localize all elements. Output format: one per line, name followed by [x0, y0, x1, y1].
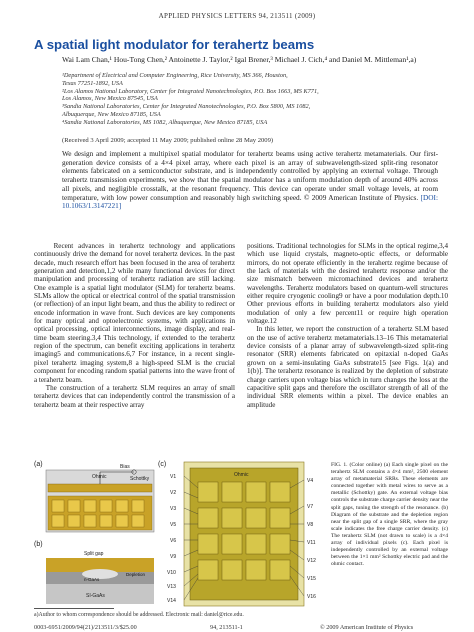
pad-label: V3 — [170, 506, 177, 512]
bias-label: Bias — [120, 464, 130, 470]
paragraph: Recent advances in terahertz technology and applications continuously drive the demand for novel terahertz devices. In the past decade, much research effort has been focused in the area of terahertz generation and detection,1,2 while many functional devices for direct manipulation and processing of terahertz radiation are still lacking. One example is a spatial light modulator (SLM) for terahertz beams. SLMs allow the optical or electrical control of the spatial transmission (or reflection) of an input light beam, and thus the ability to redirect or encode information in wave front. Such devices are key components for many optical and optoelectronic systems, with applications in optical processing, optical interconnections, image display, and real-time beam steering.3,4 This technology, if extended to the terahertz region of the spectrum, can benefit exciting applications in terahertz imaging5 and communications.6,7 For instance, in a recent single-pixel terahertz imaging system,8 a high-speed SLM is the crucial component for encoding random spatial patterns into the wave front of a terahertz beam. — [34, 242, 237, 384]
figure-1-graphic — [34, 458, 324, 608]
paragraph: The construction of a terahertz SLM requires an array of small terahertz devices that can independently control the transmission of a terahertz beam at their respective array — [34, 383, 237, 409]
paragraph: positions. Traditional technologies for SLMs in the optical regime,3,4 which use liquid crystals, magneto-optic effects, or deformable mirrors, do not operate efficiently in the terahertz regime because of the lack of materials with the desired terahertz response and/or the size mismatch between micromachined devices and terahertz wavelengths. Terahertz modulators based on quantum-well structures either require cryogenic cooling9 or have a poor modulation depth.10 Other previous efforts in building terahertz modulators also yield modulation of only a few percent11 or require high operation voltage.12 — [247, 242, 450, 326]
ohmic-label: Ohmic — [92, 474, 107, 480]
footnote-divider — [34, 608, 114, 609]
pad-label: V11 — [307, 540, 316, 546]
slm-chip-diagram — [184, 462, 304, 606]
abstract-text: We design and implement a multipixel spatial modulator for terahertz beams using active terahertz metamaterials. Our first-generation device consists of a 4×4 pixel array, where each pixel is an array of subwavelength-sized split-ring resonator elements fabricated on a semiconductor substrate, and is independently controlled by applying an external voltage. Through terahertz transmission experiments, we show that the spatial modulator has a uniform modulation depth of around 40% across all pixels, and negligible crosstalk, at the resonant frequency. This device can operate under small voltage levels, at room temperature, with low power consumption and reasonably high switching speed. © 2009 American Institute of Physics. — [62, 149, 438, 202]
affiliation-line: ¹Department of Electrical and Computer Engineering, Rice University, MS 366, Houston, — [62, 72, 288, 79]
panel-c-label: (c) — [158, 461, 167, 468]
footer-page: 94, 213511-1 — [210, 624, 243, 631]
pad-label: V13 — [167, 584, 176, 590]
pad-label: V12 — [307, 558, 316, 564]
affiliations — [62, 72, 438, 127]
affiliation-line: ²Los Alamos National Laboratory, Center for Integrated Nanotechnologies, P.O. Box 1663, MS K771, — [62, 87, 319, 95]
paragraph: In this letter, we report the construction of a terahertz SLM based on the use of active terahertz metamaterials.13–16 This metamaterial device consists of a planar array of subwavelength-sized split-ring resonator (SRR) elements fabricated on epitaxial n-doped GaAs grown on a semi-insulating GaAs substrate15 [see Figs. 1(a) and 1(b)]. The terahertz resonance is realized by the depletion of substrate charge carriers upon voltage bias which in turn changes the loss at the capacitive split gaps and therefore the oscillator strength of all of the individual SRR elements within a pixel. The device enables an amplitude — [247, 325, 450, 409]
doi-link[interactable]: [DOI: 10.1063/1.3147221] — [62, 192, 438, 211]
pad-label: V9 — [170, 554, 177, 560]
abstract — [62, 150, 438, 211]
ohmic-contact-label: Ohmic — [234, 472, 249, 478]
affiliation-line: ⁴Sandia National Laboratories, MS 1082, Albuquerque, New Mexico 87185, USA — [62, 118, 268, 126]
pad-label: V5 — [170, 522, 177, 528]
pad-label: V15 — [307, 576, 316, 582]
affiliation-line: Texas 77251-1892, USA — [62, 79, 123, 87]
schottky-label: Schottky — [130, 476, 150, 482]
received-dates: (Received 3 April 2009; accepted 11 May 2009; published online 28 May 2009) — [62, 137, 274, 144]
pad-label: V8 — [307, 522, 314, 528]
pad-label: V14 — [167, 598, 176, 604]
body-left-column — [34, 242, 235, 409]
footnote: a)Author to whom correspondence should be addressed. Electronic mail: daniel@rice.edu. — [34, 612, 244, 618]
footer-copyright: © 2009 American Institute of Physics — [320, 624, 414, 631]
panel-b-label: (b) — [34, 541, 43, 548]
affiliation-line: Los Alamos, New Mexico 87545, USA — [62, 95, 158, 103]
body-right-column — [247, 242, 448, 409]
depletion-label: Depletion — [126, 572, 146, 577]
pad-label: V1 — [170, 474, 177, 480]
paper-title: A spatial light modulator for terahertz beams — [34, 37, 315, 52]
n-gaas-label: n-GaAs — [84, 577, 100, 582]
pad-label: V16 — [307, 594, 316, 600]
pad-label: V10 — [167, 570, 176, 576]
affiliation-line: Albuquerque, New Mexico 87185, USA — [62, 110, 161, 118]
affiliation-line: ³Sandia National Laboratories, Center for Integrated Nanotechnologies, P.O. Box 5800, MS 1082, — [62, 103, 311, 111]
pad-label: V4 — [307, 478, 314, 484]
pad-label: V6 — [170, 538, 177, 544]
pad-label: V7 — [307, 504, 314, 510]
footer-code: 0003-6951/2009/94(21)/213511/3/$25.00 — [34, 624, 137, 631]
right-pad-labels — [307, 478, 316, 600]
figure-caption: FIG. 1. (Color online) (a) Each single pixel on the terahertz SLM contains a 4×4 mm², 2500 element array of metamaterial SRRs. These elements are connected together with metal wires to serve as a metallic (Schottky) gate. An external voltage bias controls the substrate charge carrier density near the split gaps, tuning the strength of the resonance. (b) Diagram of the substrate and the depletion region near the split gap of a single SRR, where the gray scale indicates the free charge carrier density. (c) The terahertz SLM (not drawn to scale) is a 4×4 array of individual pixels (c). Each pixel is independently controlled by an external voltage between the 1×1 mm² Schottky electric pad and the ohmic contact. — [331, 462, 448, 568]
pad-label: V2 — [170, 490, 177, 496]
author-list: Wai Lam Chan,¹ Hou-Tong Chen,² Antoinette J. Taylor,² Igal Brener,³ Michael J. Cich,⁴ and Daniel M. Mittleman¹,a) — [62, 55, 417, 64]
figure-1 — [34, 458, 324, 608]
si-gaas-label: SI-GaAs — [86, 593, 105, 599]
split-gap-label: Split gap — [84, 551, 104, 557]
panel-a-label: (a) — [34, 461, 43, 468]
journal-header: APPLIED PHYSICS LETTERS 94, 213511 (2009) — [158, 12, 316, 20]
left-pad-labels — [167, 474, 176, 604]
